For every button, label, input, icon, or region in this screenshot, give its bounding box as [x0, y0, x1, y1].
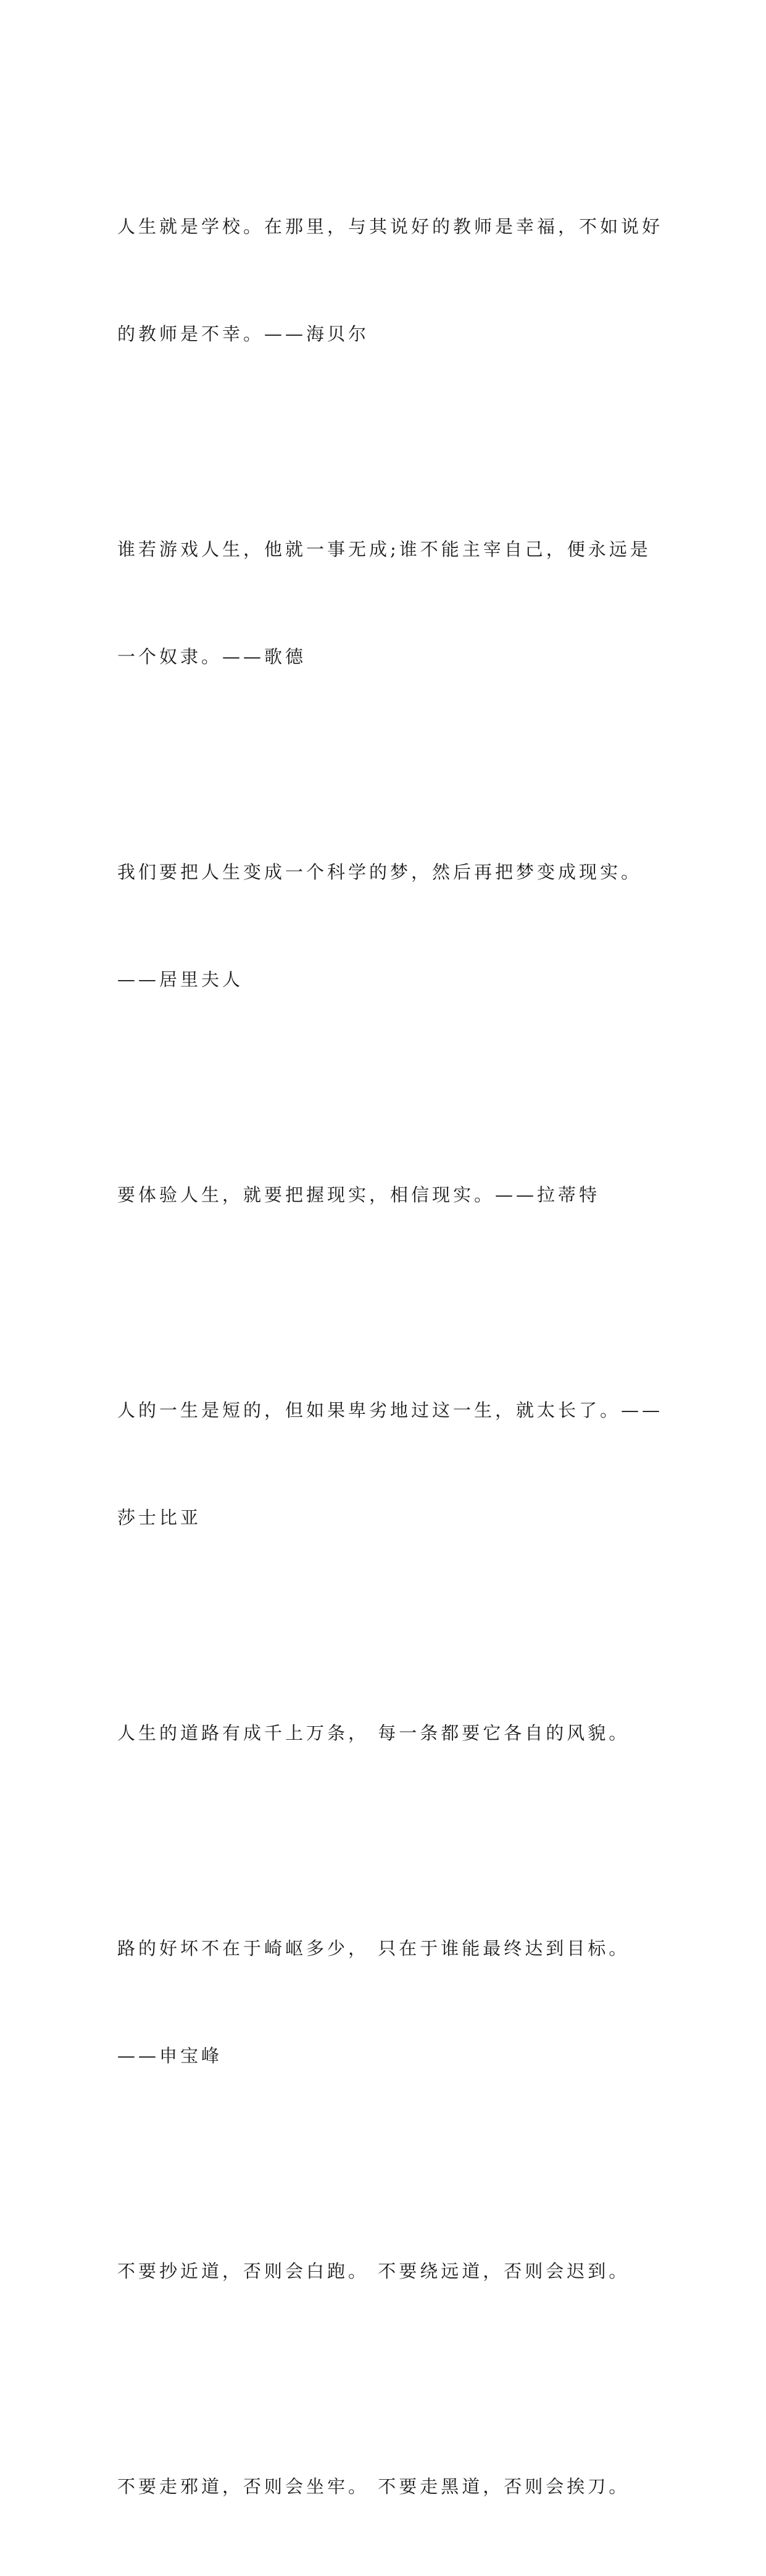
paragraph-gap	[117, 1069, 654, 1105]
paragraph-gap	[117, 1607, 654, 1643]
paragraph-gap	[117, 2145, 654, 2182]
quote-paragraph-1	[117, 137, 664, 423]
quote-paragraph-9	[117, 2397, 654, 2576]
paragraph-gap	[117, 2361, 654, 2397]
paragraph-line: 人生就是学校。在那里，与其说好的教师是幸福，不如说好	[117, 216, 664, 237]
quote-paragraph-2	[117, 460, 654, 746]
paragraph-line: 莎士比亚	[117, 1507, 202, 1528]
quote-paragraph-3	[117, 783, 654, 1069]
quote-paragraph-5	[117, 1321, 664, 1607]
quote-paragraph-4	[117, 1105, 654, 1284]
paragraph-gap	[117, 1284, 654, 1321]
paragraph-line: 一个奴隶。——歌德	[117, 646, 307, 667]
document-body	[117, 137, 664, 2576]
paragraph-gap	[117, 1822, 654, 1859]
paragraph-line: 不要走邪道，否则会坐牢。 不要走黑道，否则会挨刀。	[117, 2476, 630, 2497]
paragraph-line: 人生的道路有成千上万条， 每一条都要它各自的风貌。	[117, 1722, 630, 1743]
paragraph-line: 我们要把人生变成一个科学的梦，然后再把梦变成现实。	[117, 862, 643, 883]
paragraph-line: 要体验人生，就要把握现实，相信现实。——拉蒂特	[117, 1184, 601, 1205]
quote-paragraph-8	[117, 2182, 654, 2361]
paragraph-line: 路的好坏不在于崎岖多少， 只在于谁能最终达到目标。	[117, 1938, 630, 1959]
paragraph-line: 人的一生是短的，但如果卑劣地过这一生，就太长了。——	[117, 1400, 664, 1421]
paragraph-line: 不要抄近道，否则会白跑。 不要绕远道，否则会迟到。	[117, 2261, 630, 2282]
quote-paragraph-6	[117, 1643, 654, 1822]
paragraph-line: ——居里夫人	[117, 969, 244, 990]
quote-paragraph-7	[117, 1859, 654, 2145]
paragraph-gap	[117, 746, 654, 783]
paragraph-gap	[117, 423, 654, 460]
paragraph-line: 的教师是不幸。——海贝尔	[117, 323, 370, 344]
paragraph-line: ——申宝峰	[117, 2045, 223, 2066]
paragraph-line: 谁若游戏人生，他就一事无成;谁不能主宰自己，便永远是	[117, 539, 651, 560]
